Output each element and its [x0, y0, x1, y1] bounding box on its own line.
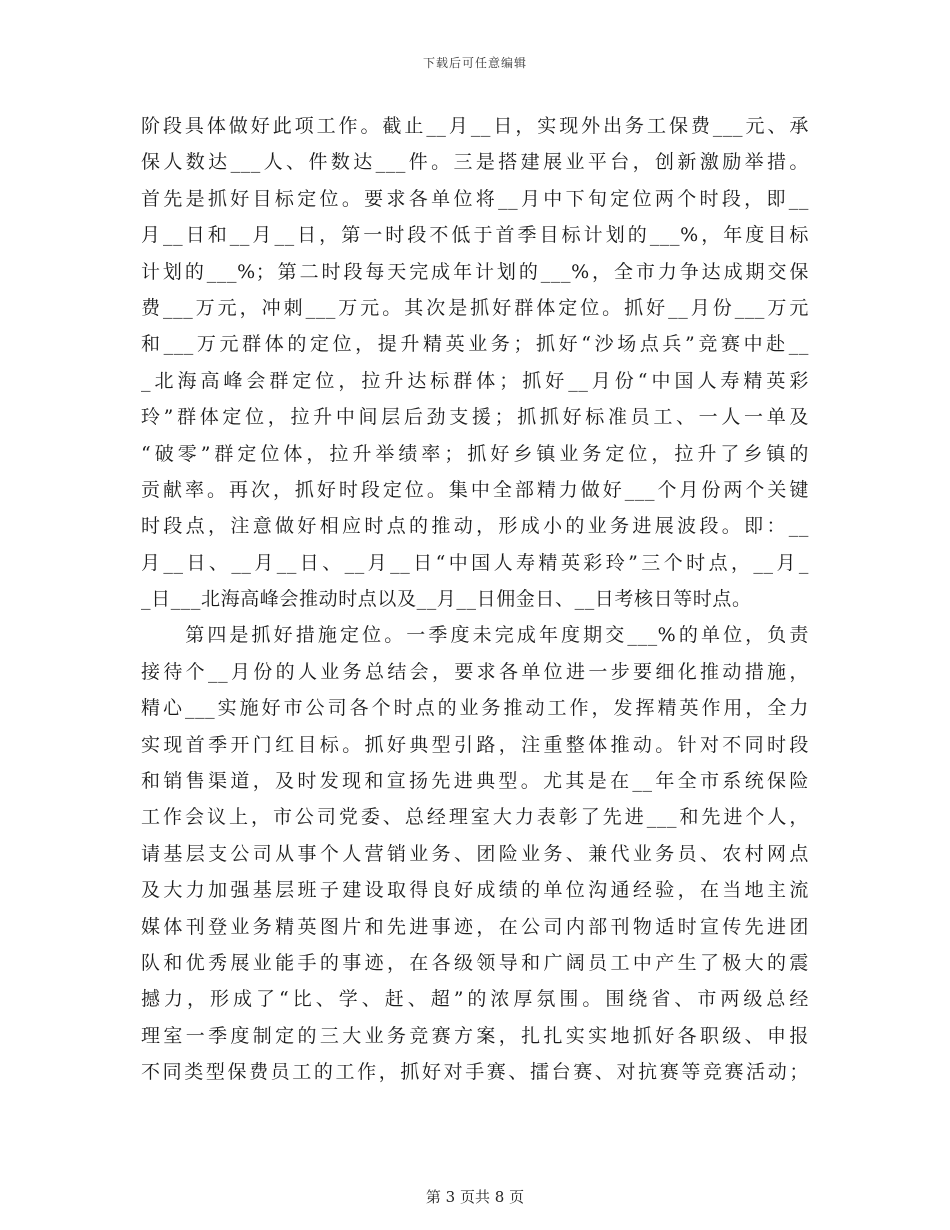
text-line: 费___万元，冲刺___万元。其次是抓好群体定位。抓好__月份___万元 [141, 296, 809, 319]
text-line: 接待个__月份的人业务总结会，要求各单位进一步要细化推动措施， [141, 660, 809, 683]
text-line: 计划的___%；第二时段每天完成年计划的___%，全市力争达成期交保 [141, 260, 809, 283]
text-line: 实现首季开门红目标。抓好典型引路，注重整体推动。针对不同时段 [141, 733, 809, 756]
text-line: 精心___实施好市公司各个时点的业务推动工作，发挥精英作用，全力 [141, 697, 809, 720]
document-body [141, 108, 809, 1091]
text-line: 和销售渠道，及时发现和宣扬先进典型。尤其是在__年全市系统保险 [141, 770, 809, 793]
text-line: 玲”群体定位，拉升中间层后劲支援；抓抓好标准员工、一人一单及 [141, 406, 809, 429]
text-line: 月__日和__月__日，第一时段不低于首季目标计划的___%，年度目标 [141, 224, 809, 247]
page-header: 下载后可任意编辑 [422, 56, 527, 70]
text-line: 时段点，注意做好相应时点的推动，形成小的业务进展波段。即：__ [141, 515, 809, 538]
text-line: 首先是抓好目标定位。要求各单位将__月中下旬定位两个时段，即__ [141, 187, 809, 210]
text-line: 和___万元群体的定位，提升精英业务；抓好“沙场点兵”竞赛中赴__ [141, 333, 809, 356]
paragraph-start-line: 第四是抓好措施定位。一季度未完成年度期交___%的单位，负责 [141, 624, 809, 647]
text-line: 队和优秀展业能手的事迹，在各级领导和广阔员工中产生了极大的震 [141, 951, 809, 974]
text-line: 阶段具体做好此项工作。截止__月__日，实现外出务工保费___元、承 [141, 115, 809, 137]
text-line: 理室一季度制定的三大业务竞赛方案，扎扎实实地抓好各职级、申报 [141, 1024, 809, 1047]
text-line: 请基层支公司从事个人营销业务、团险业务、兼代业务员、农村网点 [141, 842, 809, 865]
text-line: “破零”群定位体，拉升举绩率；抓好乡镇业务定位，拉升了乡镇的 [141, 442, 809, 465]
text-line: 保人数达___人、件数达___件。三是搭建展业平台，创新激励举措。 [141, 151, 809, 174]
text-line: 撼力，形成了“比、学、赶、超”的浓厚氛围。围绕省、市两级总经 [141, 988, 809, 1011]
text-line: _北海高峰会群定位，拉升达标群体；抓好__月份“中国人寿精英彩 [141, 369, 809, 392]
text-line: _日___北海高峰会推动时点以及__月__日佣金日、__日考核日等时点。 [141, 588, 752, 611]
text-line: 媒体刊登业务精英图片和先进事迹，在公司内部刊物适时宣传先进团 [141, 915, 809, 938]
text-line: 不同类型保费员工的工作，抓好对手赛、擂台赛、对抗赛等竞赛活动； [141, 1061, 809, 1084]
text-line: 工作会议上，市公司党委、总经理室大力表彰了先进___和先进个人， [141, 806, 809, 829]
text-line: 及大力加强基层班子建设取得良好成绩的单位沟通经验，在当地主流 [141, 879, 809, 902]
page-number: 第 3 页共 8 页 [425, 1188, 525, 1206]
text-line: 月__日、__月__日、__月__日“中国人寿精英彩玲”三个时点，__月_ [141, 551, 809, 574]
text-line: 贡献率。再次，抓好时段定位。集中全部精力做好___个月份两个关键 [141, 478, 809, 501]
